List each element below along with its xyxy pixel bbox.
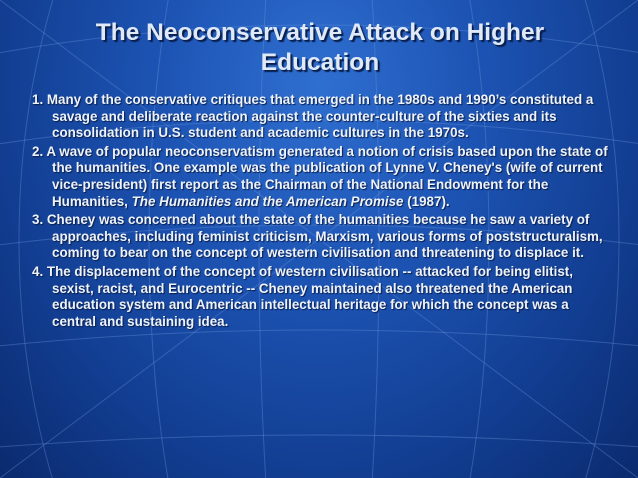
slide-body — [32, 92, 612, 332]
bullet-point-3: 3. Cheney was concerned about the state of the humanities because he saw a variety of approaches, including feminist criticism, Marxism, various forms of poststructuralism, coming to bear on the concept of western civilisation and threatening to displace it. — [32, 212, 603, 261]
slide-title-line-2: Education — [260, 49, 380, 76]
bullet-point-2-text: 2. A wave of popular neoconservatism generated a notion of crisis based upon the state of the humanities. One example was the publication of Lynne V. Cheney's (wife of current vice-president) first report as the Chairman of the National Endowment for the Humanities, — [32, 143, 608, 209]
bullet-point-2-year: (1987). — [403, 193, 450, 209]
bullet-point-4: 4. The displacement of the concept of western civilisation -- attacked for being elitist, sexist, racist, and Eurocentric -- Cheney maintained also threatened the American education system and American intellectual heritage for which the concept was a central and sustaining idea. — [32, 263, 573, 329]
bullet-point-2 — [32, 144, 612, 210]
book-title: The Humanities and the American Promise — [131, 193, 404, 209]
slide-title — [20, 18, 620, 78]
bullet-point-1: 1. Many of the conservative critiques that emerged in the 1980s and 1990’s constituted a savage and deliberate reaction against the counter-culture of the sixties and its consolidation in U.S. student and academic cultures in the 1970s. — [32, 92, 594, 141]
slide-title-line-1: The Neoconservative Attack on Higher — [95, 19, 545, 46]
